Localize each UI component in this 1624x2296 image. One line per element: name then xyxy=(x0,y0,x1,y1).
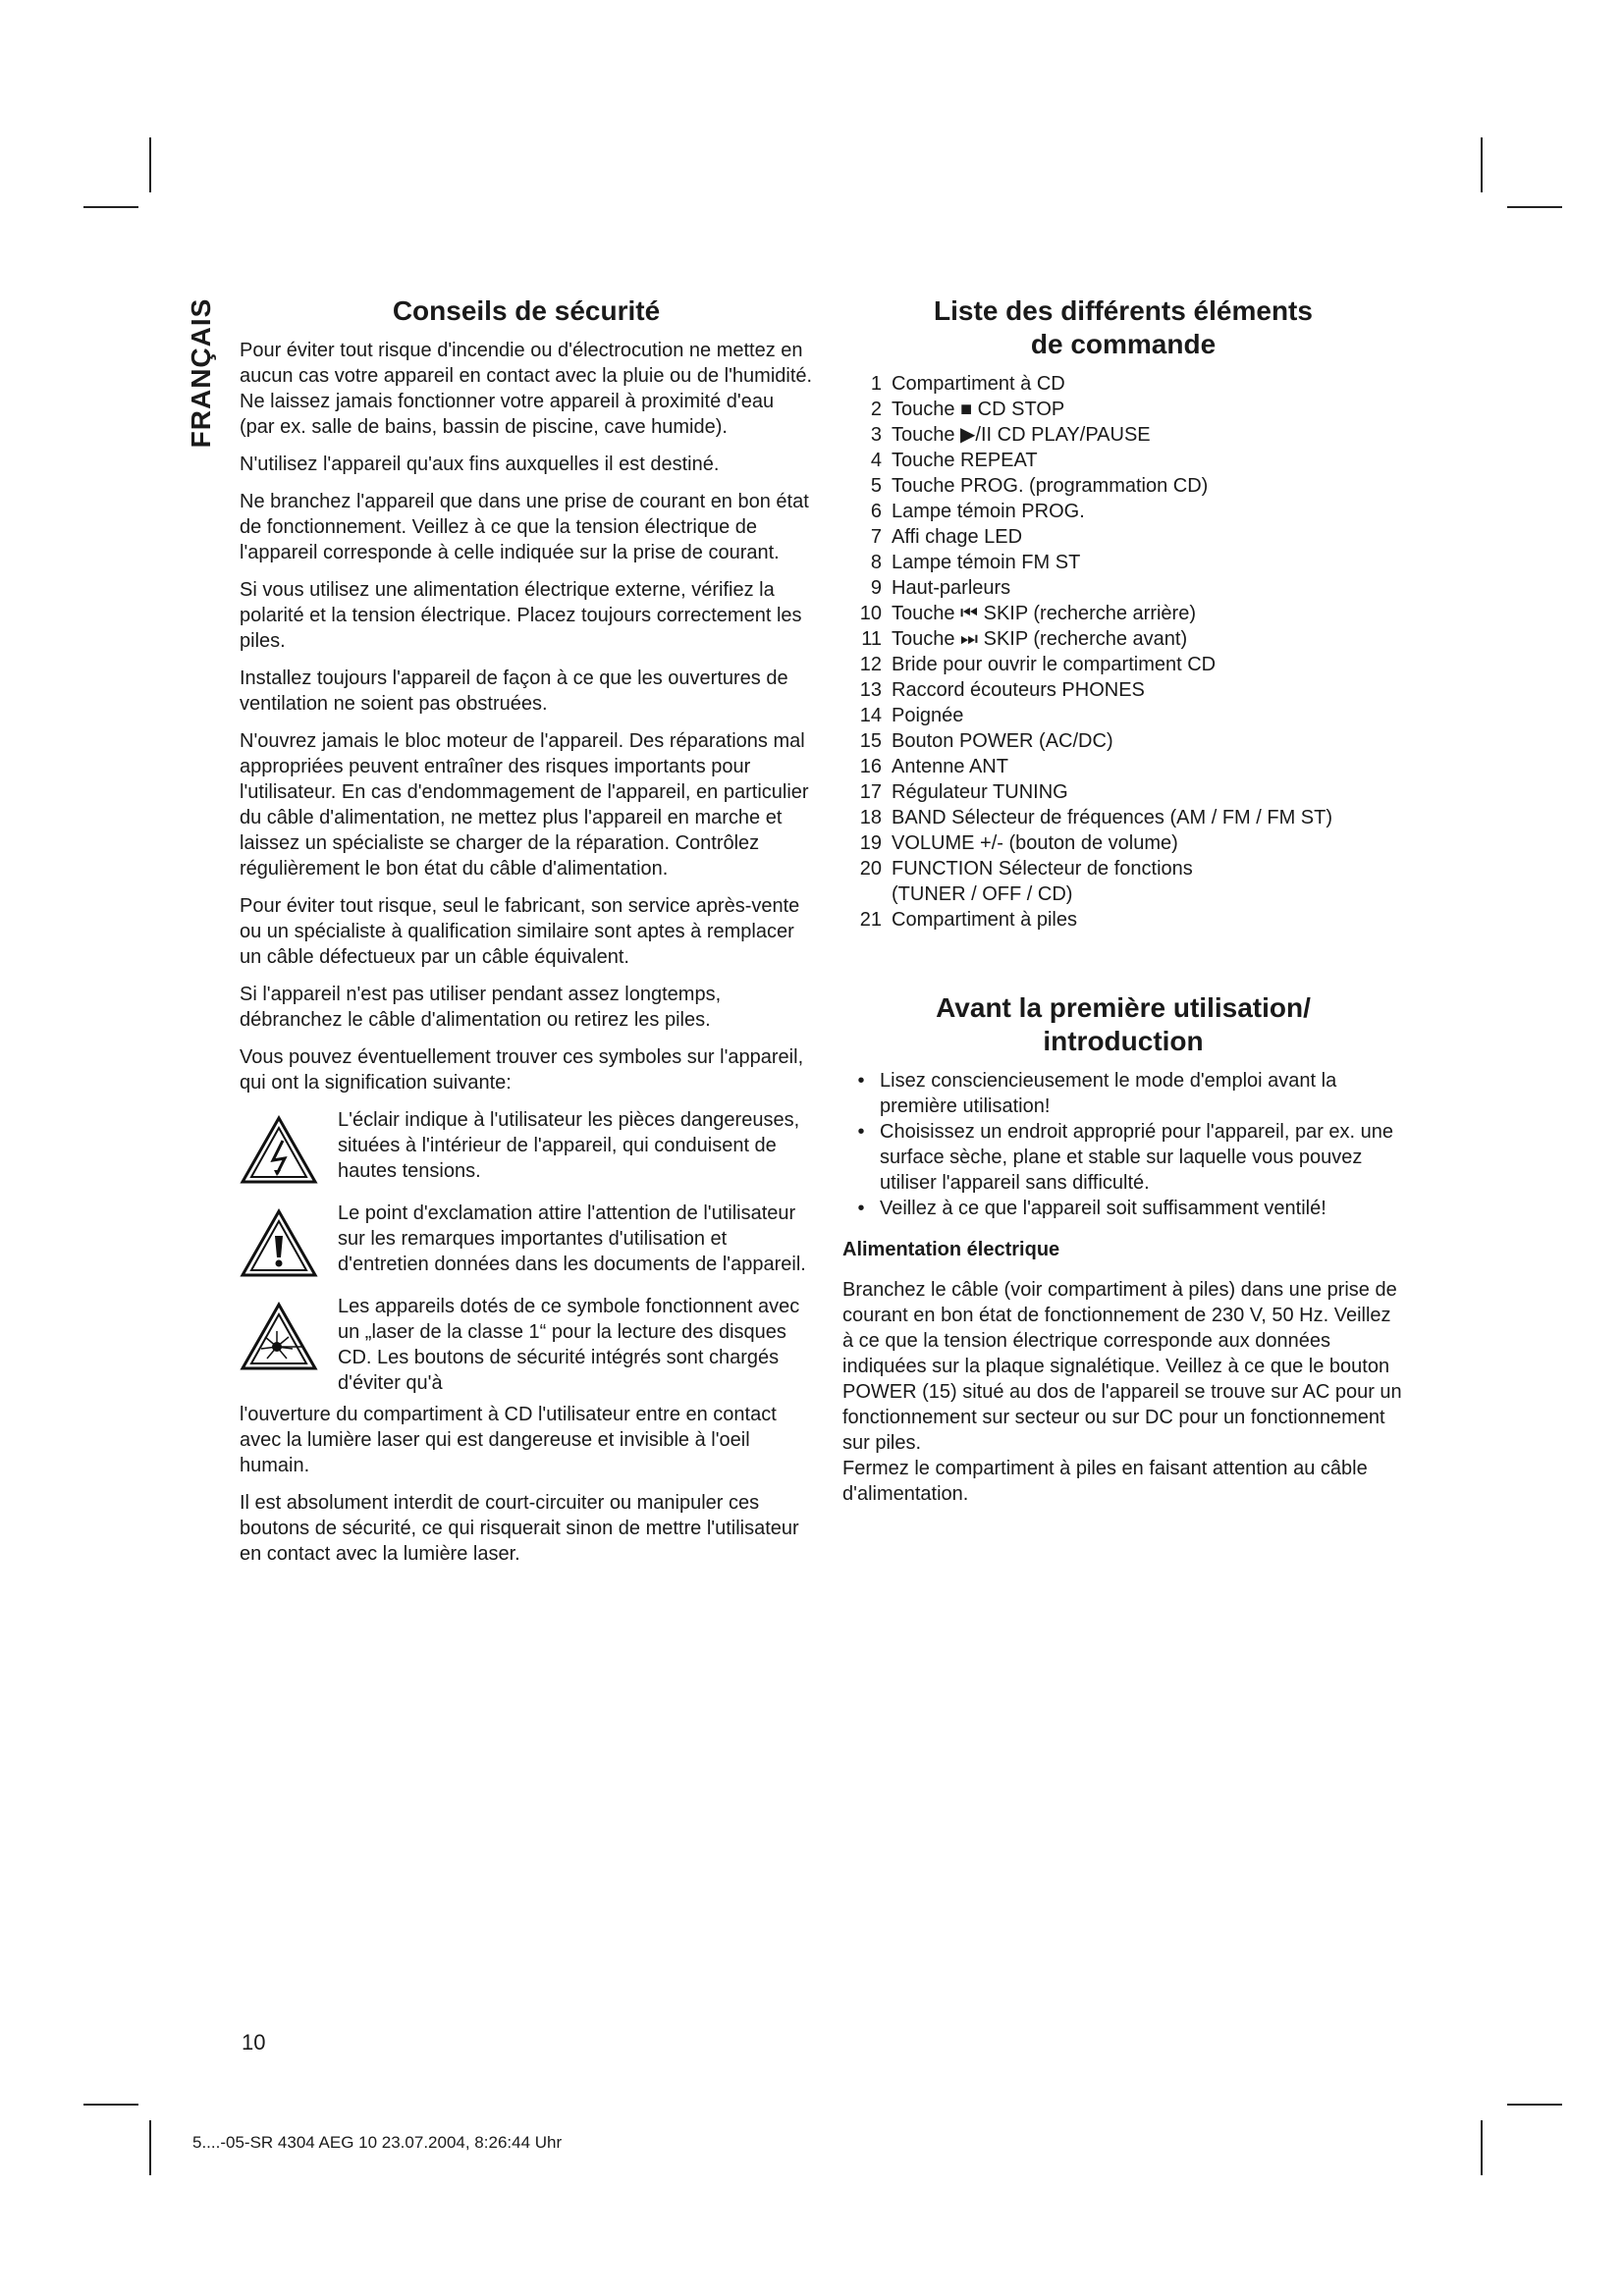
safety-paragraph: Pour éviter tout risque, seul le fabricant, son service après-vente ou un spécialiste à qualification similaire sont aptes à remplacer un câble défectueux par un câble équivalent. xyxy=(240,895,800,968)
item-label: FUNCTION Sélecteur de fonctions xyxy=(892,858,1193,880)
crop-mark-bottom-left-vertical xyxy=(149,2120,151,2175)
item-label: Bouton POWER (AC/DC) xyxy=(892,730,1113,752)
safety-paragraph: Installez toujours l'appareil de façon à ce que les ouvertures de ventilation ne soient pas obstruées. xyxy=(240,667,788,715)
list-item xyxy=(842,422,1404,448)
bullet-icon: • xyxy=(857,1070,865,1092)
power-paragraph: Branchez le câble (voir compartiment à piles) dans une prise de courant en bon état de fonctionnement de 230 V, 50 Hz. Veillez à ce que la tension électrique corresponde aux données indiquées sur la plaque signalétique. Veillez à ce que le bouton POWER (15) situé au dos de l'appareil se trouve sur AC pour un fonctionnement sur secteur ou sur DC pour un fonctionnement sur piles. xyxy=(842,1279,1402,1454)
item-number: 15 xyxy=(859,730,882,752)
controls-list xyxy=(842,371,1404,933)
symbol-description: Les appareils dotés de ce symbole fonctionnent avec un „laser de la classe 1“ pour la lecture des disques CD. Les boutons de sécurité intégrés sont chargés d'éviter qu'à xyxy=(338,1296,800,1394)
intro-heading-line: Avant la première utilisation/ xyxy=(936,992,1311,1023)
list-item xyxy=(842,626,1404,652)
item-label: Touche ■ CD STOP xyxy=(892,399,1065,420)
item-number: 9 xyxy=(870,577,882,599)
item-label: Affi chage LED xyxy=(892,526,1023,548)
item-label: Touche ⏭ SKIP (recherche avant) xyxy=(892,628,1188,650)
crop-mark-top-right-horizontal xyxy=(1507,206,1562,208)
safety-paragraph: Si vous utilisez une alimentation électrique externe, vérifiez la polarité et la tension électrique. Placez toujours correctement les piles. xyxy=(240,579,802,652)
item-number: 4 xyxy=(870,450,882,471)
laser-continuation: l'ouverture du compartiment à CD l'utilisateur entre en contact avec la lumière laser qui est dangereuse et invisible à l'oeil humain. xyxy=(240,1404,777,1476)
item-label: Touche ▶/II CD PLAY/PAUSE xyxy=(892,424,1151,446)
intro-bullets xyxy=(842,1068,1404,1221)
item-number: 12 xyxy=(859,654,882,675)
list-item xyxy=(842,397,1404,422)
symbol-description: Le point d'exclamation attire l'attention de l'utilisateur sur les remarques importantes d'utilisation et d'entretien données dans les documents de l'appareil. xyxy=(338,1202,806,1275)
item-number: 13 xyxy=(859,679,882,701)
safety-paragraph: Ne branchez l'appareil que dans une prise de courant en bon état de fonctionnement. Veillez à ce que la tension électrique de l'appareil corresponde à celle indiquée sur la prise de courant. xyxy=(240,491,809,563)
item-label: Touche PROG. (programmation CD) xyxy=(892,475,1209,497)
list-item xyxy=(842,473,1404,499)
language-tab xyxy=(187,294,216,452)
item-label: Poignée xyxy=(892,705,964,726)
item-number: 10 xyxy=(859,603,882,624)
print-footer: 5....-05-SR 4304 AEG 10 23.07.2004, 8:26:44 Uhr xyxy=(192,2133,563,2152)
controls-heading-line: Liste des différents éléments xyxy=(934,295,1313,326)
power-heading: Alimentation électrique xyxy=(842,1239,1060,1260)
lightning-warning-icon xyxy=(240,1107,338,1191)
intro-heading-line: introduction xyxy=(1043,1026,1204,1056)
item-label: (TUNER / OFF / CD) xyxy=(892,883,1073,905)
crop-mark-bottom-right-vertical xyxy=(1481,2120,1483,2175)
list-item xyxy=(842,652,1404,677)
list-item xyxy=(842,575,1404,601)
controls-heading-line: de commande xyxy=(1030,329,1217,359)
item-label: Régulateur TUNING xyxy=(892,781,1068,803)
power-paragraph: Fermez le compartiment à piles en faisant attention au câble d'alimentation. xyxy=(842,1458,1368,1505)
crop-mark-top-left-vertical xyxy=(149,137,151,192)
list-item xyxy=(842,499,1404,524)
symbol-row xyxy=(240,1107,813,1191)
intro-heading xyxy=(842,991,1404,1058)
crop-mark-top-left-horizontal xyxy=(83,206,138,208)
list-item xyxy=(842,601,1404,626)
symbol-description: L'éclair indique à l'utilisateur les pièces dangereuses, situées à l'intérieur de l'appareil, qui conduisent de hautes tensions. xyxy=(338,1109,800,1182)
safety-paragraph: Vous pouvez éventuellement trouver ces symboles sur l'appareil, qui ont la signification suivante: xyxy=(240,1046,804,1094)
page-number: 10 xyxy=(242,2030,266,2055)
symbol-row xyxy=(240,1201,813,1284)
item-number: 5 xyxy=(870,475,882,497)
item-number: 7 xyxy=(870,526,882,548)
item-number: 2 xyxy=(870,399,882,420)
safety-paragraph: Pour éviter tout risque d'incendie ou d'électrocution ne mettez en aucun cas votre appareil en contact avec la pluie ou de l'humidité. Ne laissez jamais fonctionner votre appareil à proximité d'eau (par ex. salle de bains, bassin de piscine, cave humide). xyxy=(240,340,813,438)
safety-paragraph: N'utilisez l'appareil qu'aux fins auxquelles il est destiné. xyxy=(240,454,720,475)
item-number: 19 xyxy=(859,832,882,854)
exclamation-warning-icon xyxy=(240,1201,338,1284)
list-item xyxy=(842,448,1404,473)
item-label: Bride pour ouvrir le compartiment CD xyxy=(892,654,1217,675)
list-item xyxy=(842,856,1404,881)
laser-warning-icon xyxy=(240,1294,338,1377)
language-label: FRANÇAIS xyxy=(186,297,216,449)
item-number: 16 xyxy=(859,756,882,777)
item-label: Compartiment à CD xyxy=(892,373,1065,395)
safety-paragraph: Si l'appareil n'est pas utiliser pendant assez longtemps, débranchez le câble d'alimentation ou retirez les piles. xyxy=(240,984,722,1031)
bullet-text: Lisez consciencieusement le mode d'emploi avant la première utilisation! xyxy=(880,1070,1337,1117)
list-item xyxy=(842,830,1404,856)
safety-paragraph: N'ouvrez jamais le bloc moteur de l'appareil. Des réparations mal appropriées peuvent entraîner des risques importants pour l'utilisateur. En cas d'endommagement de l'appareil, en particulier du câble d'alimentation, ne mettez plus l'appareil en marche et laissez un spécialiste se charger de la réparation. Contrôlez régulièrement le bon état du câble d'alimentation. xyxy=(240,730,809,880)
controls-heading xyxy=(842,294,1404,361)
list-item xyxy=(842,907,1404,933)
item-label: VOLUME +/- (bouton de volume) xyxy=(892,832,1178,854)
item-label: Lampe témoin FM ST xyxy=(892,552,1081,573)
symbol-row xyxy=(240,1294,813,1396)
bullet-icon: • xyxy=(857,1121,865,1143)
right-column xyxy=(842,294,1404,1519)
safety-heading: Conseils de sécurité xyxy=(392,295,661,326)
list-item xyxy=(842,754,1404,779)
item-label: Touche REPEAT xyxy=(892,450,1038,471)
item-label: BAND Sélecteur de fréquences (AM / FM / FM ST) xyxy=(892,807,1333,828)
item-number: 8 xyxy=(870,552,882,573)
list-item xyxy=(842,779,1404,805)
list-item xyxy=(842,703,1404,728)
list-item xyxy=(842,805,1404,830)
list-item xyxy=(842,1119,1404,1196)
item-number: 11 xyxy=(861,628,882,650)
item-label: Compartiment à piles xyxy=(892,909,1077,931)
bullet-text: Choisissez un endroit approprié pour l'appareil, par ex. une surface sèche, plane et stable sur laquelle vous pouvez utiliser l'appareil sans difficulté. xyxy=(880,1121,1394,1194)
crop-mark-bottom-left-horizontal xyxy=(83,2104,138,2106)
item-number: 1 xyxy=(870,373,882,395)
list-item xyxy=(842,1196,1404,1221)
item-number: 20 xyxy=(859,858,882,880)
item-number: 14 xyxy=(859,705,882,726)
bullet-icon: • xyxy=(857,1198,865,1219)
item-number: 6 xyxy=(870,501,882,522)
item-label: Raccord écouteurs PHONES xyxy=(892,679,1145,701)
crop-mark-top-right-vertical xyxy=(1481,137,1483,192)
item-label: Haut-parleurs xyxy=(892,577,1011,599)
list-item xyxy=(842,524,1404,550)
list-item xyxy=(842,371,1404,397)
item-number: 21 xyxy=(859,909,882,931)
item-number xyxy=(842,881,892,907)
item-label: Antenne ANT xyxy=(892,756,1008,777)
list-item xyxy=(842,550,1404,575)
safety-final-paragraph: Il est absolument interdit de court-circuiter ou manipuler ces boutons de sécurité, ce qui risquerait sinon de mettre l'utilisateur en contact avec la lumière laser. xyxy=(240,1492,799,1565)
list-item xyxy=(842,677,1404,703)
crop-mark-bottom-right-horizontal xyxy=(1507,2104,1562,2106)
item-number: 18 xyxy=(859,807,882,828)
item-label: Lampe témoin PROG. xyxy=(892,501,1085,522)
list-item xyxy=(842,728,1404,754)
item-number: 17 xyxy=(859,781,882,803)
item-label: Touche ⏮ SKIP (recherche arrière) xyxy=(892,603,1196,624)
bullet-text: Veillez à ce que l'appareil soit suffisamment ventilé! xyxy=(880,1198,1326,1219)
list-item xyxy=(842,881,1404,907)
safety-section xyxy=(240,294,813,1578)
list-item xyxy=(842,1068,1404,1119)
item-number: 3 xyxy=(870,424,882,446)
